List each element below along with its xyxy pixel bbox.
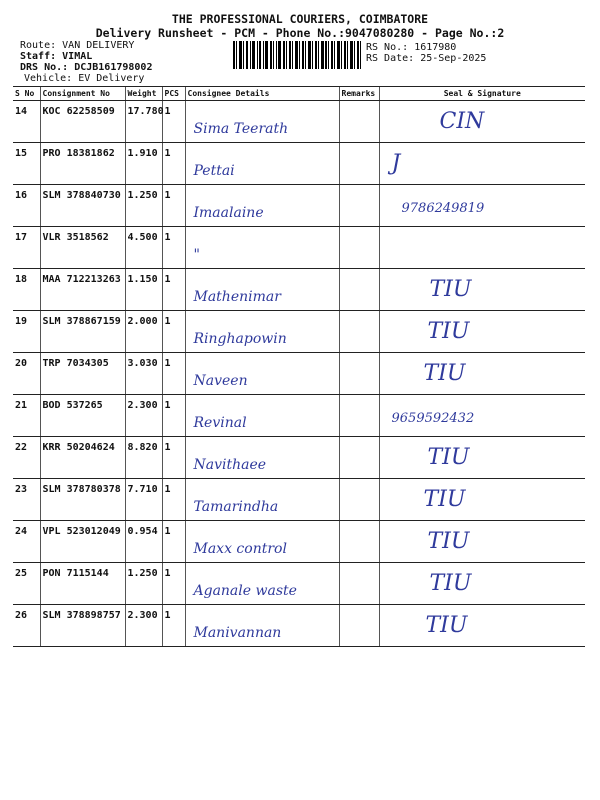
table-row (13, 143, 585, 185)
table-row (13, 479, 585, 521)
signature-mark: TIU (423, 361, 466, 386)
cell-consignee (185, 437, 339, 479)
consignee-handwriting: Tamarindha (193, 499, 279, 515)
cell-pcs (162, 479, 185, 521)
cell-sno (13, 437, 40, 479)
table-row (13, 269, 585, 311)
cell-pcs-text: 1 (164, 232, 171, 243)
col-weight: Weight (125, 87, 162, 101)
cell-consignment-text: PRO 18381862 (42, 148, 115, 159)
col-sno: S No (13, 87, 40, 101)
signature-mark: TIU (427, 319, 470, 344)
cell-consignment-text: VLR 3518562 (42, 232, 109, 243)
signature-mark: J (391, 151, 401, 176)
cell-sno (13, 605, 40, 647)
signature-mark: TIU (425, 613, 468, 638)
cell-pcs-text: 1 (164, 568, 171, 579)
staff-value: VIMAL (62, 51, 93, 62)
cell-remarks (339, 521, 379, 563)
cell-pcs (162, 227, 185, 269)
cell-weight-text: 1.910 (127, 148, 158, 159)
cell-pcs-text: 1 (164, 190, 171, 201)
vehicle-value: EV Delivery (78, 73, 145, 84)
cell-pcs (162, 269, 185, 311)
signature-mark: TIU (427, 529, 470, 554)
cell-weight (125, 521, 162, 563)
cell-consignment (40, 353, 125, 395)
cell-sno (13, 353, 40, 395)
cell-sno-text: 16 (15, 190, 28, 201)
consignee-handwriting: Imaalaine (193, 205, 264, 221)
cell-consignment-text: MAA 712213263 (42, 274, 121, 285)
cell-pcs-text: 1 (164, 442, 171, 453)
cell-sno (13, 521, 40, 563)
cell-consignee (185, 143, 339, 185)
col-consignee: Consignee Details (185, 87, 339, 101)
cell-signature (379, 605, 585, 647)
cell-sno-text: 25 (15, 568, 28, 579)
table-row (13, 185, 585, 227)
cell-consignee (185, 605, 339, 647)
consignee-handwriting: Manivannan (193, 625, 282, 641)
cell-weight-text: 7.710 (127, 484, 158, 495)
route-line (20, 40, 134, 51)
cell-pcs (162, 143, 185, 185)
cell-pcs-text: 1 (164, 610, 171, 621)
cell-consignment-text: KRR 50204624 (42, 442, 115, 453)
table-row (13, 437, 585, 479)
cell-sno-text: 23 (15, 484, 28, 495)
cell-pcs-text: 1 (164, 274, 171, 285)
cell-weight (125, 143, 162, 185)
table-row (13, 227, 585, 269)
cell-signature (379, 269, 585, 311)
cell-remarks (339, 479, 379, 521)
cell-consignee (185, 521, 339, 563)
barcode-icon (233, 41, 361, 69)
cell-remarks (339, 269, 379, 311)
consignee-handwriting: Navithaee (193, 457, 267, 473)
consignee-handwriting: Ringhapowin (193, 331, 287, 347)
cell-consignment (40, 143, 125, 185)
cell-remarks (339, 395, 379, 437)
cell-pcs (162, 311, 185, 353)
cell-consignment-text: KOC 62258509 (42, 106, 115, 117)
cell-consignment (40, 311, 125, 353)
cell-sno (13, 479, 40, 521)
rs-no-label: RS No.: (366, 42, 409, 53)
rs-date-value: 25-Sep-2025 (420, 53, 487, 64)
cell-signature (379, 563, 585, 605)
cell-pcs (162, 185, 185, 227)
cell-weight (125, 353, 162, 395)
cell-sno-text: 15 (15, 148, 28, 159)
drs-line (20, 62, 152, 73)
cell-consignee (185, 395, 339, 437)
table-row (13, 395, 585, 437)
cell-sno (13, 269, 40, 311)
cell-pcs-text: 1 (164, 484, 171, 495)
rs-date-label: RS Date: (366, 53, 415, 64)
rs-no-value: 1617980 (414, 42, 457, 53)
cell-sno-text: 22 (15, 442, 28, 453)
cell-consignment-text: TRP 7034305 (42, 358, 109, 369)
table-row (13, 563, 585, 605)
cell-consignment (40, 395, 125, 437)
cell-consignee (185, 563, 339, 605)
cell-weight-text: 2.300 (127, 610, 158, 621)
cell-weight (125, 101, 162, 143)
cell-consignment-text: BOD 537265 (42, 400, 103, 411)
cell-weight (125, 479, 162, 521)
cell-weight (125, 311, 162, 353)
cell-remarks (339, 185, 379, 227)
cell-weight (125, 227, 162, 269)
vehicle-line (24, 73, 144, 84)
cell-sno-text: 24 (15, 526, 28, 537)
cell-sno-text: 20 (15, 358, 28, 369)
cell-signature (379, 437, 585, 479)
cell-signature (379, 311, 585, 353)
cell-sno (13, 143, 40, 185)
cell-weight-text: 0.954 (127, 526, 158, 537)
cell-consignment (40, 227, 125, 269)
cell-remarks (339, 101, 379, 143)
cell-pcs-text: 1 (164, 148, 171, 159)
cell-weight-text: 2.000 (127, 316, 158, 327)
cell-consignment (40, 605, 125, 647)
cell-consignee (185, 185, 339, 227)
cell-consignment (40, 185, 125, 227)
cell-sno-text: 21 (15, 400, 28, 411)
cell-sno (13, 101, 40, 143)
cell-consignment (40, 101, 125, 143)
drs-value: DCJB161798002 (74, 62, 153, 73)
cell-signature (379, 101, 585, 143)
table-row (13, 353, 585, 395)
cell-weight (125, 185, 162, 227)
cell-consignment (40, 437, 125, 479)
cell-signature (379, 185, 585, 227)
cell-consignee (185, 227, 339, 269)
cell-sno-text: 17 (15, 232, 28, 243)
consignee-handwriting: Mathenimar (193, 289, 281, 305)
consignee-handwriting: Pettai (193, 163, 235, 179)
table-row (13, 521, 585, 563)
cell-pcs (162, 395, 185, 437)
cell-weight-text: 1.150 (127, 274, 158, 285)
cell-consignee (185, 353, 339, 395)
cell-remarks (339, 227, 379, 269)
cell-signature (379, 227, 585, 269)
cell-weight (125, 269, 162, 311)
cell-remarks (339, 143, 379, 185)
rs-no-line (366, 42, 456, 53)
cell-remarks (339, 605, 379, 647)
signature-mark: CIN (439, 109, 485, 134)
cell-sno-text: 19 (15, 316, 28, 327)
signature-mark: 9786249819 (401, 201, 485, 216)
staff-label: Staff: (20, 51, 57, 62)
cell-weight (125, 437, 162, 479)
cell-signature (379, 521, 585, 563)
cell-weight (125, 395, 162, 437)
cell-consignment-text: VPL 523012049 (42, 526, 121, 537)
cell-pcs (162, 101, 185, 143)
cell-sno (13, 563, 40, 605)
cell-pcs (162, 563, 185, 605)
cell-weight-text: 1.250 (127, 568, 158, 579)
cell-weight-text: 3.030 (127, 358, 158, 369)
cell-pcs-text: 1 (164, 400, 171, 411)
cell-consignment-text: SLM 378867159 (42, 316, 121, 327)
signature-mark: TIU (423, 487, 466, 512)
vehicle-label: Vehicle: (24, 73, 73, 84)
cell-pcs (162, 353, 185, 395)
cell-weight-text: 1.250 (127, 190, 158, 201)
consignee-handwriting: Sima Teerath (193, 121, 289, 137)
cell-pcs (162, 521, 185, 563)
consignee-handwriting: Revinal (193, 415, 247, 431)
cell-pcs-text: 1 (164, 526, 171, 537)
cell-pcs (162, 437, 185, 479)
col-pcs: PCS (162, 87, 185, 101)
runsheet-title: Delivery Runsheet - PCM - Phone No.:9047080280 - Page No.:2 (95, 26, 505, 40)
cell-pcs (162, 605, 185, 647)
cell-consignment (40, 479, 125, 521)
cell-remarks (339, 437, 379, 479)
cell-sno-text: 18 (15, 274, 28, 285)
consignee-handwriting: Aganale waste (193, 583, 297, 599)
cell-weight-text: 4.500 (127, 232, 158, 243)
cell-sno-text: 14 (15, 106, 28, 117)
signature-mark: TIU (427, 445, 470, 470)
cell-signature (379, 479, 585, 521)
cell-pcs-text: 1 (164, 316, 171, 327)
rs-date-line (366, 53, 486, 64)
col-consignment: Consignment No (40, 87, 125, 101)
cell-consignee (185, 311, 339, 353)
table-header (13, 87, 585, 101)
cell-pcs-text: 1 (164, 106, 171, 117)
company-title: THE PROFESSIONAL COURIERS, COIMBATORE (171, 12, 429, 26)
table-row (13, 605, 585, 647)
consignee-handwriting: Naveen (193, 373, 248, 389)
runsheet-table (13, 86, 585, 647)
cell-signature (379, 395, 585, 437)
cell-consignment-text: SLM 378898757 (42, 610, 121, 621)
cell-remarks (339, 311, 379, 353)
drs-label: DRS No.: (20, 62, 69, 73)
signature-mark: TIU (429, 571, 472, 596)
col-remarks: Remarks (339, 87, 379, 101)
cell-consignment (40, 521, 125, 563)
cell-signature (379, 353, 585, 395)
cell-consignment (40, 563, 125, 605)
cell-consignment-text: SLM 378780378 (42, 484, 121, 495)
route-label: Route: (20, 40, 57, 51)
cell-consignee (185, 479, 339, 521)
cell-sno (13, 311, 40, 353)
cell-sno (13, 395, 40, 437)
cell-sno (13, 185, 40, 227)
cell-weight-text: 2.300 (127, 400, 158, 411)
table-row (13, 311, 585, 353)
cell-sno (13, 227, 40, 269)
cell-remarks (339, 353, 379, 395)
cell-consignee (185, 101, 339, 143)
signature-mark: TIU (429, 277, 472, 302)
cell-weight-text: 17.780 (127, 106, 164, 117)
cell-consignment-text: SLM 378840730 (42, 190, 121, 201)
staff-line (20, 51, 92, 62)
consignee-handwriting: Maxx control (193, 541, 287, 557)
cell-consignment-text: PON 7115144 (42, 568, 109, 579)
signature-mark: 9659592432 (391, 411, 475, 426)
cell-weight (125, 563, 162, 605)
cell-pcs-text: 1 (164, 358, 171, 369)
table-row (13, 101, 585, 143)
consignee-handwriting: " (193, 247, 200, 263)
route-value: VAN DELIVERY (62, 40, 135, 51)
cell-weight (125, 605, 162, 647)
cell-signature (379, 143, 585, 185)
table-body (13, 101, 585, 647)
col-seal: Seal & Signature (379, 87, 585, 101)
cell-consignment (40, 269, 125, 311)
cell-consignee (185, 269, 339, 311)
cell-weight-text: 8.820 (127, 442, 158, 453)
cell-sno-text: 26 (15, 610, 28, 621)
cell-remarks (339, 563, 379, 605)
